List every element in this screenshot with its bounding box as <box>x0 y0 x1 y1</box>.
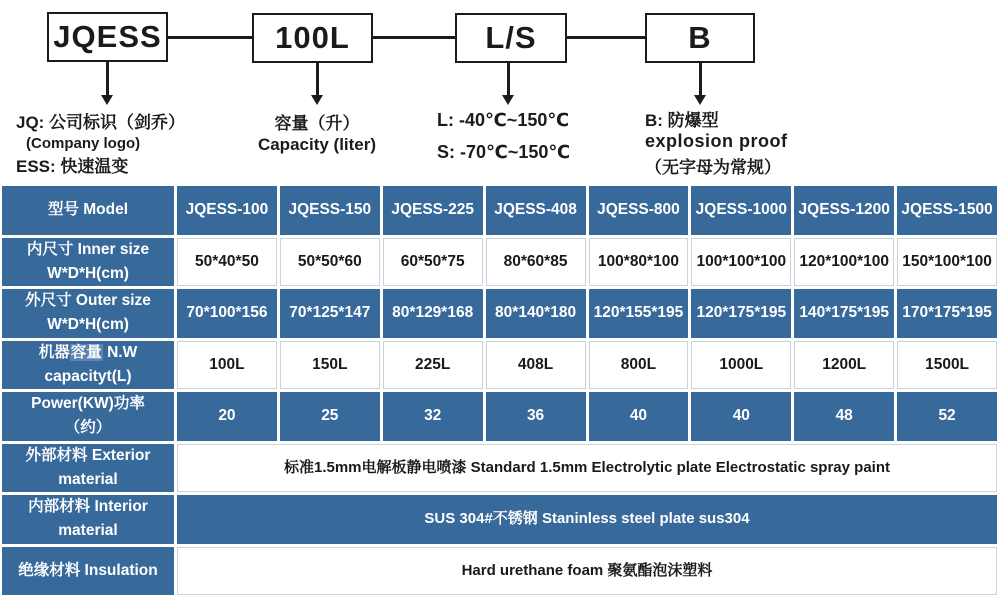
machine-capacity-cell-2: 225L <box>383 341 483 390</box>
power-cell-0: 20 <box>177 392 277 441</box>
connector-line-1 <box>168 36 252 39</box>
power-cell-2: 32 <box>383 392 483 441</box>
model-header-jqess-1200: JQESS-1200 <box>794 186 894 235</box>
row-label-inner-size: 内尺寸 Inner size W*D*H(cm) <box>2 238 174 287</box>
machine-capacity-cell-6: 1200L <box>794 341 894 390</box>
note-explosion-proof <box>645 111 788 178</box>
outer-size-cell-4: 120*155*195 <box>589 289 689 338</box>
note-capacity <box>237 113 397 155</box>
outer-size-cell-6: 140*175*195 <box>794 289 894 338</box>
model-header-jqess-150: JQESS-150 <box>280 186 380 235</box>
machine-capacity-cell-4: 800L <box>589 341 689 390</box>
connector-line-2 <box>373 36 455 39</box>
inner-size-cell-1: 50*50*60 <box>280 238 380 287</box>
note-company-logo <box>16 112 185 177</box>
inner-size-cell-6: 120*100*100 <box>794 238 894 287</box>
row-label-outer-size: 外尺寸 Outer size W*D*H(cm) <box>2 289 174 338</box>
power-cell-7: 52 <box>897 392 997 441</box>
note-explosion-line2: explosion proof <box>645 131 788 151</box>
code-box-explosion: B <box>645 13 755 63</box>
outer-size-cell-3: 80*140*180 <box>486 289 586 338</box>
note-explosion-line3: （无字母为常规） <box>645 158 781 177</box>
inner-size-cell-5: 100*100*100 <box>691 238 791 287</box>
row-label-interior-material: 内部材料 Interior material <box>2 495 174 544</box>
machine-capacity-cell-7: 1500L <box>897 341 997 390</box>
inner-size-cell-4: 100*80*100 <box>589 238 689 287</box>
note-temp-range <box>437 110 570 163</box>
power-cell-5: 40 <box>691 392 791 441</box>
model-header-jqess-1500: JQESS-1500 <box>897 186 997 235</box>
power-cell-3: 36 <box>486 392 586 441</box>
power-cell-6: 48 <box>794 392 894 441</box>
outer-size-cell-0: 70*100*156 <box>177 289 277 338</box>
outer-size-cell-7: 170*175*195 <box>897 289 997 338</box>
row-label-machine-capacity: 机器容量 N.W capacityt(L) <box>2 341 174 390</box>
note-company-line1: JQ: 公司标识（剑乔） <box>16 113 186 132</box>
row-label-exterior-material: 外部材料 Exterior material <box>2 444 174 493</box>
note-temp-line1: L: -40℃~150℃ <box>437 110 570 130</box>
machine-capacity-cell-5: 1000L <box>691 341 791 390</box>
inner-size-cell-2: 60*50*75 <box>383 238 483 287</box>
model-code-diagram <box>0 0 1000 185</box>
row-value-exterior-material: 标准1.5mm电解板静电喷漆 Standard 1.5mm Electrolytic plate Electrostatic spray paint <box>177 444 997 493</box>
note-capacity-line2: Capacity (liter) <box>257 135 377 154</box>
outer-size-cell-1: 70*125*147 <box>280 289 380 338</box>
inner-size-cell-0: 50*40*50 <box>177 238 277 287</box>
note-company-line2: (Company logo) <box>26 135 141 152</box>
row-value-interior-material: SUS 304#不锈钢 Staninless steel plate sus304 <box>177 495 997 544</box>
model-header-jqess-800: JQESS-800 <box>589 186 689 235</box>
row-label-insulation: 绝缘材料 Insulation <box>2 547 174 595</box>
model-header-label: 型号 Model <box>2 186 174 235</box>
code-box-capacity: 100L <box>252 13 373 63</box>
inner-size-cell-3: 80*60*85 <box>486 238 586 287</box>
outer-size-cell-2: 80*129*168 <box>383 289 483 338</box>
note-explosion-line1: B: 防爆型 <box>645 111 719 130</box>
power-cell-4: 40 <box>589 392 689 441</box>
model-header-jqess-225: JQESS-225 <box>383 186 483 235</box>
row-value-insulation: Hard urethane foam 聚氨酯泡沫塑料 <box>177 547 997 595</box>
note-temp-line2: S: -70℃~150℃ <box>437 142 571 162</box>
code-box-temp-range: L/S <box>455 13 567 63</box>
outer-size-cell-5: 120*175*195 <box>691 289 791 338</box>
connector-line-3 <box>567 36 645 39</box>
row-label-power: Power(KW)功率 （约） <box>2 392 174 441</box>
model-header-jqess-1000: JQESS-1000 <box>691 186 791 235</box>
machine-capacity-cell-3: 408L <box>486 341 586 390</box>
model-header-jqess-100: JQESS-100 <box>177 186 277 235</box>
note-company-line3: ESS: 快速温变 <box>16 157 129 176</box>
machine-capacity-cell-0: 100L <box>177 341 277 390</box>
note-capacity-line1: 容量（升） <box>274 114 360 133</box>
code-box-jqess: JQESS <box>47 12 168 62</box>
power-cell-1: 25 <box>280 392 380 441</box>
spec-table <box>0 185 1000 595</box>
machine-capacity-cell-1: 150L <box>280 341 380 390</box>
model-header-jqess-408: JQESS-408 <box>486 186 586 235</box>
inner-size-cell-7: 150*100*100 <box>897 238 997 287</box>
